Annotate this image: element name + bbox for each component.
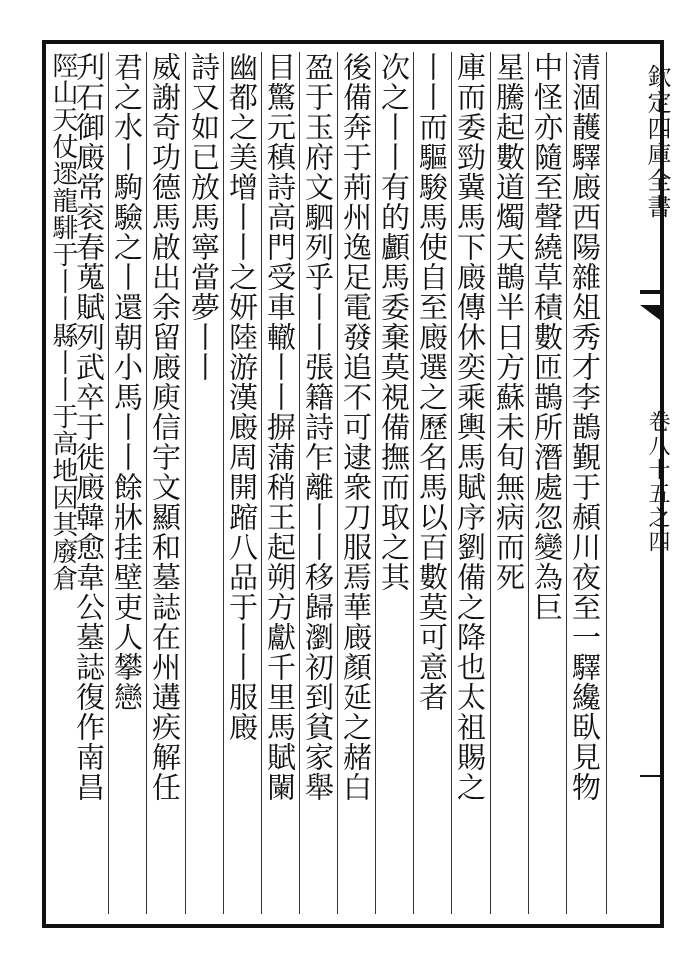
column-rule [566,52,567,914]
text-column: 陘山天仗遝龍騑于丨丨縣丨丨于高地因其廢倉 [48,52,78,592]
column-rule [108,52,109,914]
text-column: 次之丨丨有的顱馬委棄莫視備撫而取之其 [377,52,411,592]
text-column: 清涸䨼驛廄西陽雜俎秀才李鵲覲于頳川夜至一驛纔臥見物 [568,52,602,802]
column-rule [413,52,414,914]
column-rule [606,52,607,914]
text-column: 盈于玉府文駟列乎丨丨張籍詩乍離丨丨移歸瀏初到貧家舉 [301,52,335,802]
text-column: 威謝奇功德馬啟出余留廄庾信宇文顯和墓誌在州遘疾解任 [148,52,182,802]
collection-title: 欽定四庫全書 [643,64,671,220]
text-column: 詩又如已放馬寧當夢丨丨 [187,52,221,382]
column-rule [375,52,376,914]
column-rule [528,52,529,914]
text-column: 中怪亦隨至聲繞草積數匝鵲所潛處忽變為巨 [530,52,564,622]
fish-tail-mark [640,290,664,294]
text-column: 後備奔于荊州逸足電發追不可逮衆刀服焉華廄顏延之赭白 [339,52,373,802]
column-rule [146,52,147,914]
text-column: 幽都之美增丨丨之妍陸游漢廄周開蹜八品于丨丨服廄 [225,52,259,742]
column-rule [223,52,224,914]
text-column: 刋石御廄常衮春蒐賦列武卒于徙廄韓愈韋公墓誌復作南昌 [72,52,106,802]
text-column: 目驚元稹詩高門受車轍丨丨摒蒲稍王起朔方獻千里馬賦闌 [263,52,297,802]
column-rule [337,52,338,914]
text-column: 君之水丨駒驗之丨還朝小馬丨丨餘牀挂壁吏人攀戀 [110,52,144,712]
column-rule [185,52,186,914]
volume-label: 卷八十五之四 [645,410,670,554]
column-rule [299,52,300,914]
text-column: 星騰起數道燭天鵲半日方蘇未旬無病而死 [492,52,526,592]
column-rule [261,52,262,914]
column-rule [451,52,452,914]
text-column: 庫而委勁冀馬下廄傳休奕乘輿馬賦序劉備之降也太祖賜之 [453,52,487,802]
fish-tail-mark [640,305,664,323]
text-column: 丨丨而驅駿馬使自至廄選之歷名馬以百數莫可意者 [415,52,449,712]
margin-rule [640,775,664,777]
column-rule [490,52,491,914]
